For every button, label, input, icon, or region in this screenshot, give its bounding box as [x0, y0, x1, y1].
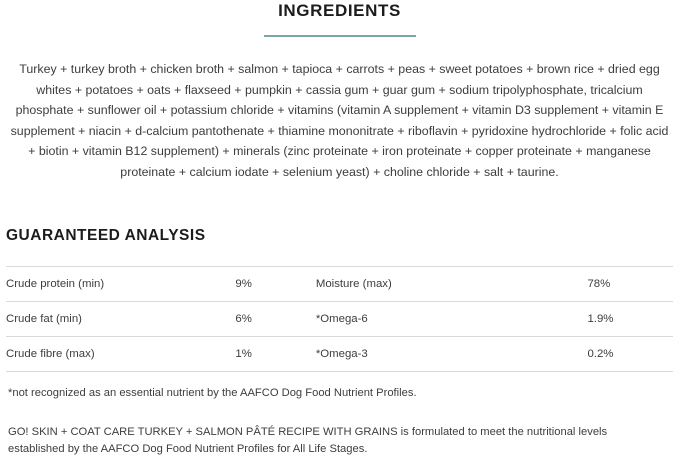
nutrient-value: 0.2% — [587, 336, 673, 371]
ingredients-heading: INGREDIENTS — [278, 1, 401, 20]
nutrient-value: 78% — [587, 266, 673, 301]
nutrient-value: 1.9% — [587, 301, 673, 336]
nutrient-label: Moisture (max) — [316, 266, 588, 301]
nutrient-label: Crude fat (min) — [6, 301, 235, 336]
table-row — [6, 301, 673, 336]
nutrient-value: 6% — [235, 301, 315, 336]
nutrient-label: Crude protein (min) — [6, 266, 235, 301]
nutrient-value: 9% — [235, 266, 315, 301]
ingredients-text: Turkey + turkey broth + chicken broth + salmon + tapioca + carrots + peas + sweet potatoes + brown rice + dried egg whites + potatoes + oats + flaxseed + pumpkin + cassia gum + guar gum + sodium tripolyphosphate, tricalcium phosphate + sunflower oil + potassium chloride + vitamins (vitamin A supplement + vitamin D3 supplement + vitamin E supplement + niacin + d-calcium pantothenate + thiamine mononitrate + riboflavin + pyridoxine hydrochloride + folic acid + biotin + vitamin B12 supplement) + minerals (zinc proteinate + iron proteinate + copper proteinate + manganese proteinate + calcium iodate + selenium yeast) + choline chloride + salt + taurine. — [10, 62, 669, 179]
nutrient-value: 1% — [235, 336, 315, 371]
heading-divider — [264, 35, 416, 37]
table-row — [6, 336, 673, 371]
guaranteed-analysis-heading: GUARANTEED ANALYSIS — [6, 226, 206, 244]
guaranteed-analysis-table — [6, 266, 673, 372]
table-row — [6, 266, 673, 301]
nutrient-label: Crude fibre (max) — [6, 336, 235, 371]
nutrient-label: *Omega-6 — [316, 301, 588, 336]
nutrient-label: *Omega-3 — [316, 336, 588, 371]
footnote-text: *not recognized as an essential nutrient by the AAFCO Dog Food Nutrient Profiles. — [8, 386, 417, 399]
aafco-disclaimer: GO! SKIN + COAT CARE TURKEY + SALMON PÂTÉ RECIPE WITH GRAINS is formulated to meet the nutritional levels established by the AAFCO Dog Food Nutrient Profiles for All Life Stages. — [8, 425, 608, 455]
